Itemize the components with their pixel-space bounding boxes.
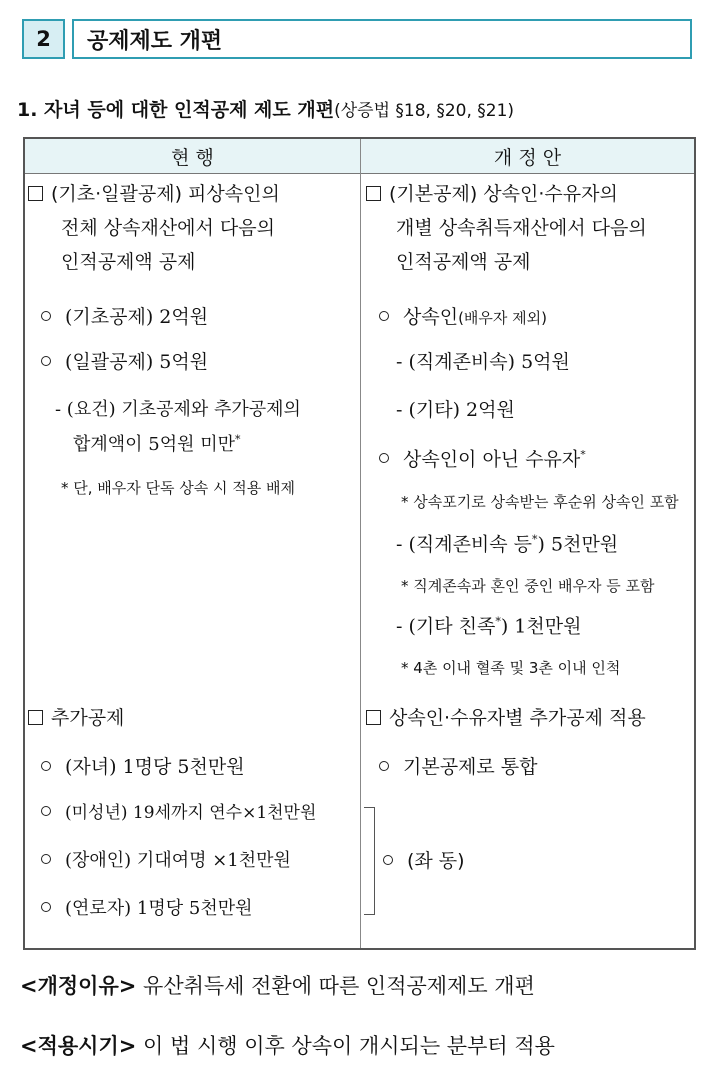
current-basic-item-1: (기초공제) 2억원 [41,306,208,329]
proposed-additional-title: 상속인·수유자별 추가공제 적용 [366,707,646,730]
proposed-basic-line-1: (기본공제) 상속인·수유자의 [366,183,618,206]
circle-bullet-icon [41,356,51,366]
footnote-mark: * [235,433,241,446]
circle-bullet-icon [41,806,51,816]
application-timing [20,1030,555,1060]
checkbox-square-icon [366,710,381,725]
subsection-heading [17,95,514,122]
circle-bullet-icon [379,453,389,463]
footnote-mark: * [532,533,538,546]
column-divider [360,139,361,948]
section-number: 2 [22,19,65,59]
circle-bullet-icon [379,311,389,321]
law-reference: (상증법 §18, §20, §21) [334,101,515,121]
circle-bullet-icon [41,854,51,864]
proposed-lineal: - (직계존비속 등*) 5천만원 [396,533,619,556]
application-timing-text: 이 법 시행 이후 상속이 개시되는 분부터 적용 [143,1034,555,1058]
proposed-lineal-note: * 직계존속과 혼인 중인 배우자 등 포함 [401,577,655,595]
application-timing-label: <적용시기> [20,1034,137,1058]
header-proposed: 개 정 안 [493,146,562,169]
footnote-mark: * [495,615,501,628]
circle-bullet-icon [379,761,389,771]
proposed-other-note: * 4촌 이내 혈족 및 3촌 이내 인척 [401,659,621,677]
comparison-table [23,137,696,950]
bracket-icon [364,807,375,915]
proposed-nonheir: 상속인이 아닌 수유자* [379,448,586,471]
current-additional-item-3: (장애인) 기대여명 ×1천만원 [41,850,291,872]
proposed-basic-line-3: 인적공제액 공제 [396,251,531,273]
current-additional-item-4: (연로자) 1명당 5천만원 [41,898,253,920]
revision-reason-label: <개정이유> [20,974,137,998]
checkbox-square-icon [28,186,43,201]
current-basic-line-2: 전체 상속재산에서 다음의 [61,217,275,239]
revision-reason-text: 유산취득세 전환에 따른 인적공제제도 개편 [143,974,535,998]
current-requirement-line-2: 합계액이 5억원 미만* [73,433,241,455]
footnote-mark: * [580,448,586,461]
circle-bullet-icon [383,855,393,865]
header-current: 현 행 [171,146,214,169]
current-additional-item-1: (자녀) 1명당 5천만원 [41,756,245,779]
proposed-nonheir-note: * 상속포기로 상속받는 후순위 상속인 포함 [401,493,679,511]
current-basic-line-1: (기초·일괄공제) 피상속인의 [28,183,280,206]
checkbox-square-icon [366,186,381,201]
circle-bullet-icon [41,902,51,912]
current-requirement-note: * 단, 배우자 단독 상속 시 적용 배제 [61,479,296,497]
current-additional-title: 추가공제 [28,707,124,730]
proposed-heir: 상속인(배우자 제외) [379,306,547,329]
subsection-title: 1. 자녀 등에 대한 인적공제 제도 개편 [17,99,335,121]
proposed-heir-item-1: - (직계존비속) 5억원 [396,351,570,373]
section-title: 공제제도 개편 [72,19,692,59]
checkbox-square-icon [28,710,43,725]
current-requirement-line-1: - (요건) 기초공제와 추가공제의 [55,399,301,420]
circle-bullet-icon [41,311,51,321]
revision-reason [20,970,535,1000]
current-basic-item-2: (일괄공제) 5억원 [41,351,208,374]
proposed-other: - (기타 친족*) 1천만원 [396,615,582,638]
proposed-heir-item-2: - (기타) 2억원 [396,399,515,421]
current-basic-line-3: 인적공제액 공제 [61,251,196,273]
current-additional-item-2: (미성년) 19세까지 연수×1천만원 [41,803,316,823]
proposed-basic-line-2: 개별 상속취득재산에서 다음의 [396,217,647,239]
circle-bullet-icon [41,761,51,771]
proposed-same-as-left: (좌 동) [383,850,465,873]
proposed-additional-item: 기본공제로 통합 [379,756,538,779]
